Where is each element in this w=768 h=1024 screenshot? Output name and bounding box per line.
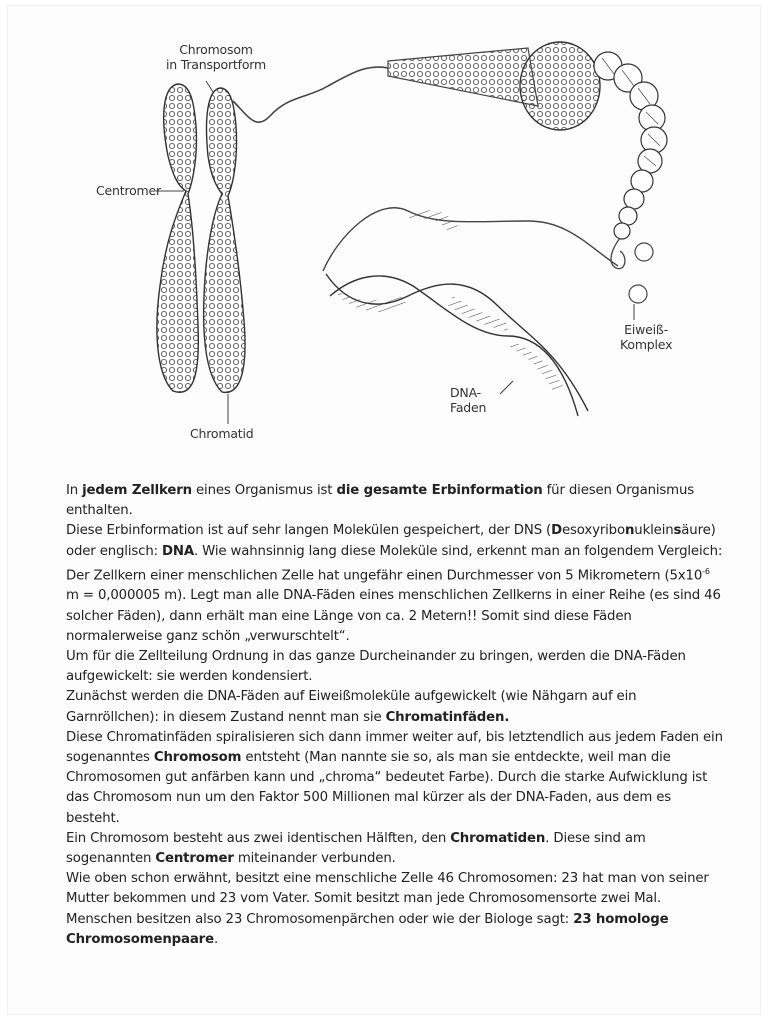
label-chromosome-line2: in Transportform xyxy=(166,57,266,72)
paragraph xyxy=(66,869,726,950)
text-run: Um für die Zellteilung Ordnung in das ganze Durcheinander zu bringen, werden die DNA-Fäden aufgewickelt: sie werden kondensiert. xyxy=(66,649,686,685)
solenoid-beads xyxy=(594,52,667,239)
bold-term: die gesamte Erbinformation xyxy=(336,483,543,498)
label-chromosome-transport xyxy=(166,42,266,72)
protein-complex-circle xyxy=(635,243,653,261)
paragraph xyxy=(66,687,726,727)
bold-term: DNA xyxy=(162,543,195,559)
paragraph xyxy=(66,647,726,687)
bold-term: n xyxy=(624,523,635,539)
text-run: Wie oben schon erwähnt, besitzt eine menschliche Zelle 46 Chromosomen: 23 hat man von seiner Mutter bekommen und 23 vom Vater. Somit besitzt man jede Chromosomensorte zwei Mal. Menschen besitzen also 23 Chromosomenpärchen oder wie der Biologe sagt: xyxy=(66,871,709,927)
text-run: für diesen Organismus enthalten. xyxy=(66,483,695,519)
label-protein-complex xyxy=(620,322,672,352)
text-run: . xyxy=(213,931,219,947)
bold-term: Chromosom xyxy=(153,750,242,766)
chromosome-diagram xyxy=(8,6,760,466)
text-run: Diese Chromatinfäden spiralisieren sich dann immer weiter auf, bis letztendlich aus jedem Faden ein sogenanntes xyxy=(66,729,723,766)
label-chromosome-line1: Chromosom xyxy=(179,42,253,57)
bold-term: D xyxy=(551,523,562,539)
text-run: eines Organismus ist xyxy=(191,483,337,498)
paragraph xyxy=(66,728,726,829)
text-run: In xyxy=(66,483,83,498)
text-run: uklein xyxy=(634,523,674,539)
label-centromere: Centromer xyxy=(96,183,161,198)
bold-term: 23 homologe Chromosomenpaare xyxy=(66,911,669,947)
bold-term: jedem Zellkern xyxy=(82,483,192,498)
text-run: . Wie wahnsinnig lang diese Moleküle sind, erkennt man an folgendem Vergleich: Der Zellkern einer menschlichen Zelle hat ungefähr einen Durchmesser von 5 Mikrometern (5x10 xyxy=(66,543,723,584)
paragraph xyxy=(66,829,726,869)
label-dna-thread xyxy=(450,385,486,415)
worksheet-page xyxy=(8,6,760,1014)
label-dna-line2: Faden xyxy=(450,400,487,415)
bold-term: s xyxy=(673,523,682,539)
text-run: . Diese sind am sogenannten xyxy=(66,830,646,867)
label-chromatid: Chromatid xyxy=(190,426,254,441)
bold-term: Chromatiden xyxy=(450,830,546,846)
text-run: m = 0,000005 m). Legt man alle DNA-Fäden eines menschlichen Zellkerns in einer Reihe (es sind 46 solcher Fäden), dann erhält man eine Länge von ca. 2 Metern!! Somit sind diese Fäden normalerweise ganz schön „verwurschtelt“. xyxy=(66,588,721,644)
text-run: miteinander verbunden. xyxy=(233,851,396,867)
paragraph xyxy=(66,521,726,647)
protein-complex-circle xyxy=(629,285,647,303)
label-dna-line1: DNA- xyxy=(450,385,481,400)
label-protein-line2: Komplex xyxy=(620,337,673,352)
chromosome-illustration xyxy=(8,6,760,466)
text-run: äure) oder englisch: xyxy=(66,523,716,559)
text-run: Ein Chromosom besteht aus zwei identischen Hälften, den xyxy=(66,830,451,846)
bold-term: Chromatinfäden. xyxy=(385,709,510,725)
text-run: Diese Erbinformation ist auf sehr langen Molekülen gespeichert, der DNS ( xyxy=(66,523,552,539)
bold-term: Centromer xyxy=(155,851,234,867)
text-run: entsteht (Man nannte sie so, als man sie entdeckte, weil man die Chromosomen gut anfärben kann und „chroma“ bedeutet Farbe). Durch die starke Aufwicklung ist das Chromosom nun um den Faktor 500 Millionen mal kürzer als der DNA-Faden, aus dem es besteht. xyxy=(66,750,708,826)
label-protein-line1: Eiweiß- xyxy=(624,322,669,337)
explanation-text xyxy=(66,481,726,950)
text-run: esoxyribo xyxy=(562,523,625,539)
superscript: -6 xyxy=(702,566,710,576)
text-run: Zunächst werden die DNA-Fäden auf Eiweißmoleküle aufgewickelt (wie Nähgarn auf ein Garnröllchen): in diesem Zustand nennt man sie xyxy=(66,689,637,725)
chromosome-shape xyxy=(157,84,245,392)
paragraph xyxy=(66,481,726,521)
